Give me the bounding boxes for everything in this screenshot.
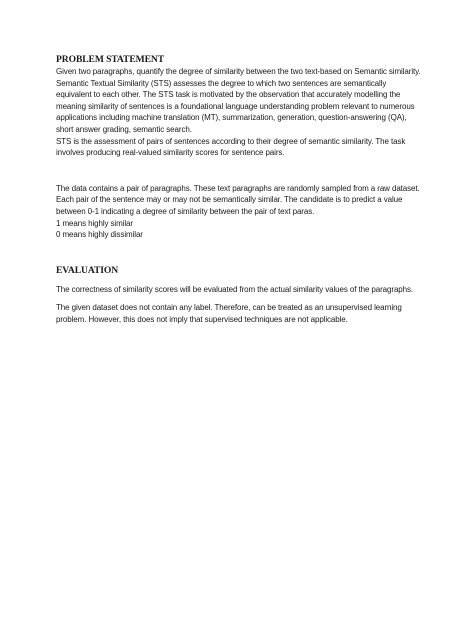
similar-definition: 1 means highly similar xyxy=(56,218,133,228)
evaluation-paragraph-1: The correctness of similarity scores will be evaluated from the actual similarity values of the paragraphs. xyxy=(56,284,414,294)
evaluation-heading: EVALUATION xyxy=(56,264,119,276)
problem-paragraph-2: STS is the assessment of pairs of sentences according to their degree of semantic similarity. The task involves producing real-valued similarity scores for sentence pairs. xyxy=(56,136,406,158)
problem-paragraph-1: Given two paragraphs, quantify the degree of similarity between the two text-based on Semantic similarity. Semantic Textual Similarity (STS) assesses the degree to which two sentences are semantically equivalent to each other. The STS task is motivated by the observation that accurately modelling the meaning similarity of sentences is a foundational language understanding problem relevant to numerous applications including machine translation (MT), summarization, generation, question-answering (QA), short answer grading, semantic search. xyxy=(56,67,421,134)
document-content xyxy=(56,54,422,326)
data-description-paragraph: The data contains a pair of paragraphs. These text paragraphs are randomly sampled from a raw dataset. Each pair of the sentence may or may not be semantically similar. The candidate is to predict a value between 0-1 indicating a degree of similarity between the pair of text paras. xyxy=(56,183,420,216)
evaluation-paragraph-2: The given dataset does not contain any label. Therefore, can be treated as an unsupervised learning problem. However, this does not imply that supervised techniques are not applicable. xyxy=(56,303,402,324)
dissimilar-definition: 0 means highly dissimilar xyxy=(56,230,143,240)
problem-statement-heading: PROBLEM STATEMENT xyxy=(56,54,165,65)
spacer xyxy=(56,159,422,183)
spacer xyxy=(56,295,422,302)
